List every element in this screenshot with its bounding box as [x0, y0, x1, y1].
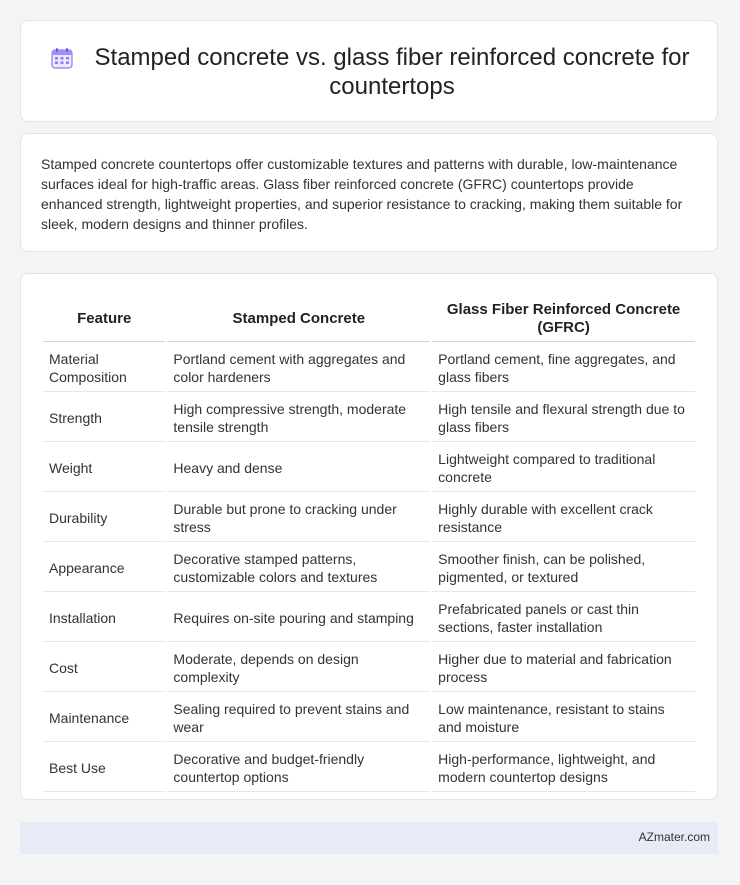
feature-cell: Material Composition [43, 344, 165, 392]
feature-cell: Best Use [43, 744, 165, 792]
stamped-cell: Portland cement with aggregates and color hardeners [167, 344, 430, 392]
column-header-stamped: Stamped Concrete [167, 296, 430, 342]
gfrc-cell: Highly durable with excellent crack resistance [432, 494, 695, 542]
column-header-feature: Feature [43, 296, 165, 342]
feature-cell: Maintenance [43, 694, 165, 742]
gfrc-cell: Low maintenance, resistant to stains and moisture [432, 694, 695, 742]
gfrc-cell: High-performance, lightweight, and modern countertop designs [432, 744, 695, 792]
gfrc-cell: Smoother finish, can be polished, pigmented, or textured [432, 544, 695, 592]
gfrc-cell: Prefabricated panels or cast thin sections, faster installation [432, 594, 695, 642]
stamped-cell: Durable but prone to cracking under stress [167, 494, 430, 542]
footer-bar [20, 822, 718, 854]
table-row [43, 594, 695, 642]
stamped-cell: Sealing required to prevent stains and wear [167, 694, 430, 742]
table-header-row [43, 296, 695, 342]
gfrc-cell: High tensile and flexural strength due to glass fibers [432, 394, 695, 442]
stamped-cell: Requires on-site pouring and stamping [167, 594, 430, 642]
table-row [43, 394, 695, 442]
summary-card [20, 133, 718, 252]
gfrc-cell: Lightweight compared to traditional concrete [432, 444, 695, 492]
stamped-cell: Decorative and budget-friendly countertop options [167, 744, 430, 792]
feature-cell: Cost [43, 644, 165, 692]
table-row [43, 744, 695, 792]
feature-cell: Durability [43, 494, 165, 542]
table-row [43, 494, 695, 542]
table-row [43, 644, 695, 692]
stamped-cell: High compressive strength, moderate tensile strength [167, 394, 430, 442]
feature-cell: Weight [43, 444, 165, 492]
comparison-table [41, 294, 697, 794]
page-title: Stamped concrete vs. glass fiber reinforced concrete for countertops [94, 44, 690, 100]
feature-cell: Strength [43, 394, 165, 442]
gfrc-cell: Portland cement, fine aggregates, and glass fibers [432, 344, 695, 392]
stamped-cell: Heavy and dense [167, 444, 430, 492]
feature-cell: Appearance [43, 544, 165, 592]
feature-cell: Installation [43, 594, 165, 642]
gfrc-cell: Higher due to material and fabrication process [432, 644, 695, 692]
comparison-card [20, 273, 718, 800]
table-row [43, 544, 695, 592]
table-row [43, 694, 695, 742]
table-row [43, 444, 695, 492]
stamped-cell: Moderate, depends on design complexity [167, 644, 430, 692]
table-row [43, 344, 695, 392]
stamped-cell: Decorative stamped patterns, customizable colors and textures [167, 544, 430, 592]
footer-brand: AZmater.com [638, 830, 710, 844]
summary-text: Stamped concrete countertops offer customizable textures and patterns with durable, low-maintenance surfaces ideal for high-traffic areas. Glass fiber reinforced concrete (GFRC) countertops provide enhanced strength, lightweight properties, and superior resistance to cracking, making them suitable for sleek, modern designs and thinner profiles. [41, 156, 683, 232]
title-card [20, 20, 718, 122]
column-header-gfrc: Glass Fiber Reinforced Concrete (GFRC) [432, 296, 695, 342]
